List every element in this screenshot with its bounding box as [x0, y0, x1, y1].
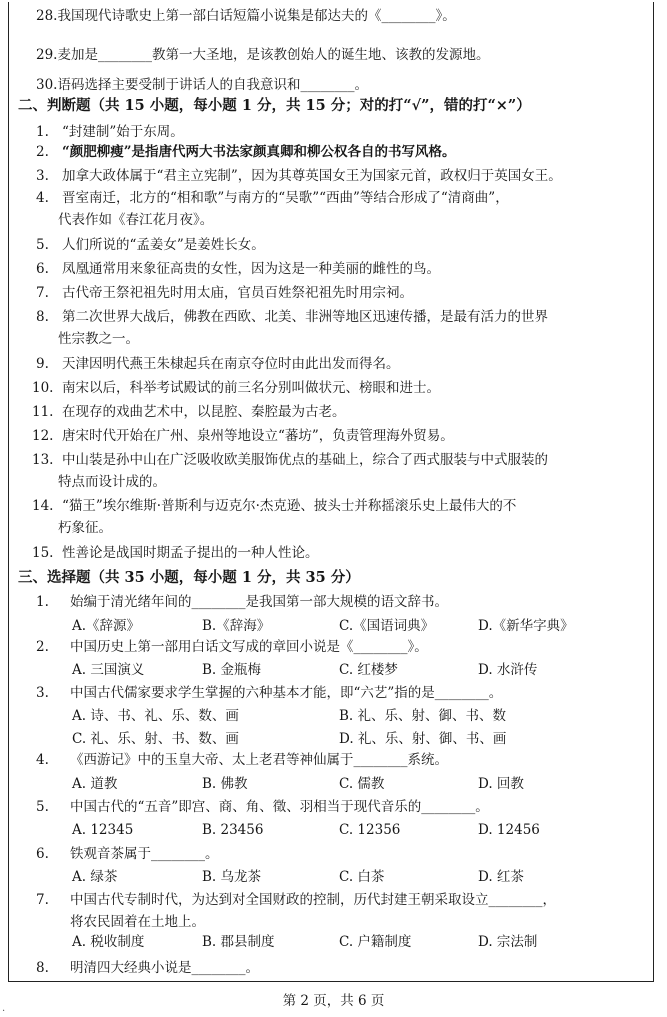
judgment-item-text: 中山装是孙中山在广泛吸收欧美服饰优点的基础上，综合了西式服装与中式服装的: [62, 452, 548, 468]
judgment-item-number: 10.: [32, 380, 54, 396]
question-number: 8.: [36, 960, 49, 976]
question-stem: 中国古代专制时代，为达到对全国财政的控制，历代封建王朝采取设立________，: [70, 892, 556, 908]
judgment-item-text: 人们所说的“孟姜女”是姜姓长女。: [62, 237, 265, 253]
option: B. 郡县制度: [202, 934, 275, 950]
judgment-item-number: 13.: [32, 452, 54, 468]
judgment-item-text: 古代帝王祭祀祖先时用太庙，官员百姓祭祀祖先时用宗祠。: [62, 285, 413, 301]
judgment-item-number: 9.: [36, 356, 49, 372]
question-number: 5.: [36, 799, 49, 815]
judgment-item-text: “封建制”始于东周。: [62, 124, 184, 140]
judgment-item-number: 14.: [32, 498, 54, 514]
scan-mark: .: [2, 1003, 6, 1014]
judgment-item-text: 性宗教之一。: [58, 331, 139, 347]
question-number: 3.: [36, 685, 49, 701]
judgment-item-text: “颜肥柳瘦”是指唐代两大书法家颜真卿和柳公权各自的书写风格。: [62, 144, 456, 160]
option: C.《国语词典》: [339, 618, 435, 634]
judgment-item-number: 12.: [32, 428, 54, 444]
option: C. 白茶: [339, 869, 385, 885]
question-stem: 铁观音茶属于________。: [70, 846, 219, 862]
fill-item: [36, 77, 368, 93]
option: A. 税收制度: [72, 934, 145, 950]
item-text: 语码选择主要受制于讲话人的自我意识和________。: [57, 77, 368, 93]
question-stem: 中国历史上第一部用白话文写成的章回小说是《________》。: [70, 639, 428, 655]
option: C. 红楼梦: [339, 662, 398, 678]
option: A.《辞源》: [72, 618, 141, 634]
question-number: 2.: [36, 639, 49, 655]
judgment-item-text: 唐宋时代开始在广州、泉州等地设立“蕃坊”，负责管理海外贸易。: [62, 428, 454, 444]
question-number: 1.: [36, 594, 49, 610]
judgment-item-text: 南宋以后，科举考试殿试的前三名分别叫做状元、榜眼和进士。: [62, 380, 440, 396]
judgment-item-text: 天津因明代燕王朱棣起兵在南京夺位时由此出发而得名。: [62, 356, 400, 372]
judgment-item-number: 1.: [36, 124, 49, 140]
judgment-item-text: 凤凰通常用来象征高贵的女性，因为这是一种美丽的雌性的鸟。: [62, 261, 440, 277]
option: B. 乌龙茶: [202, 869, 262, 885]
option: D. 宗法制: [478, 934, 538, 950]
question-stem: 始编于清光绪年间的________是我国第一部大规模的语文辞书。: [70, 594, 448, 610]
option: C. 户籍制度: [339, 934, 412, 950]
option: B. 23456: [202, 822, 264, 838]
question-number: 4.: [36, 752, 49, 768]
judgment-item-number: 15.: [32, 545, 54, 561]
option: B. 金瓶梅: [202, 662, 262, 678]
judgment-item-text: 性善论是战国时期孟子提出的一种人性论。: [62, 545, 319, 561]
option: C. 礼、乐、射、书、数、画: [72, 731, 239, 747]
option: B.《辞海》: [202, 618, 271, 634]
option: A. 绿茶: [72, 869, 118, 885]
judgment-item-number: 7.: [36, 285, 49, 301]
item-number: 28.: [36, 8, 58, 24]
judgment-item-number: 8.: [36, 309, 49, 325]
judgment-item-text: 代表作如《春江花月夜》。: [58, 212, 214, 228]
item-text: 麦加是________教第一大圣地，是该教创始人的诞生地、该教的发源地。: [57, 47, 490, 63]
option: A. 12345: [72, 822, 134, 838]
option: B. 礼、乐、射、御、书、数: [339, 708, 507, 724]
fill-item: [36, 8, 456, 24]
judgment-item-text: 晋室南迁，北方的“相和歌”与南方的“吴歌”“西曲”等结合形成了“清商曲”，: [62, 190, 509, 206]
option: D. 回教: [478, 776, 524, 792]
option: D.《新华字典》: [478, 618, 574, 634]
question-number: 6.: [36, 846, 49, 862]
question-stem: 《西游记》中的玉皇大帝、太上老君等神仙属于________系统。: [70, 752, 448, 768]
judgment-item-number: 11.: [32, 404, 54, 420]
judgment-item-text: 特点而设计成的。: [58, 474, 166, 490]
option: A. 诗、书、礼、乐、数、画: [72, 708, 239, 724]
option: A. 三国演义: [72, 662, 145, 678]
question-stem: 将农民固着在土地上。: [70, 914, 205, 930]
option: D. 水浒传: [478, 662, 538, 678]
option: C. 12356: [339, 822, 401, 838]
judgment-item-number: 4.: [36, 190, 49, 206]
option: D. 红茶: [478, 869, 524, 885]
question-stem: 明清四大经典小说是________。: [70, 960, 259, 976]
option: C. 儒教: [339, 776, 385, 792]
judgment-item-text: 朽象征。: [58, 520, 112, 536]
section-heading-choice: 三、选择题（共 35 小题，每小题 1 分，共 35 分）: [18, 569, 360, 586]
judgment-item-number: 3.: [36, 168, 49, 184]
fill-item: [36, 47, 489, 63]
item-number: 29.: [36, 47, 58, 63]
option: D. 礼、乐、射、御、书、画: [339, 731, 507, 747]
option: D. 12456: [478, 822, 540, 838]
judgment-item-number: 6.: [36, 261, 49, 277]
judgment-item-text: 加拿大政体属于“君主立宪制”，因为其尊英国女王为国家元首，政权归于英国女王。: [62, 168, 562, 184]
page-footer: 第 2 页，共 6 页: [282, 993, 385, 1009]
judgment-item-number: 2.: [36, 144, 49, 160]
option: A. 道教: [72, 776, 118, 792]
judgment-item-number: 5.: [36, 237, 49, 253]
question-stem: 中国古代的“五音”即宫、商、角、徵、羽相当于现代音乐的________。: [70, 799, 489, 815]
option: B. 佛教: [202, 776, 248, 792]
item-number: 30.: [36, 77, 58, 93]
section-heading-judgment: 二、判断题（共 15 小题，每小题 1 分，共 15 分；对的打“√”，错的打“×”）: [18, 97, 531, 114]
judgment-item-text: “猫王”埃尔维斯·普斯利与迈克尔·杰克逊、披头士并称摇滚乐史上最伟大的不: [62, 498, 517, 514]
judgment-item-text: 第二次世界大战后，佛教在西欧、北美、非洲等地区迅速传播，是最有活力的世界: [62, 309, 548, 325]
question-number: 7.: [36, 892, 49, 908]
question-stem: 中国古代儒家要求学生掌握的六种基本才能，即“六艺”指的是________。: [70, 685, 503, 701]
item-text: 我国现代诗歌史上第一部白话短篇小说集是郁达夫的《________》。: [57, 8, 456, 24]
judgment-item-text: 在现存的戏曲艺术中，以昆腔、秦腔最为古老。: [62, 404, 346, 420]
